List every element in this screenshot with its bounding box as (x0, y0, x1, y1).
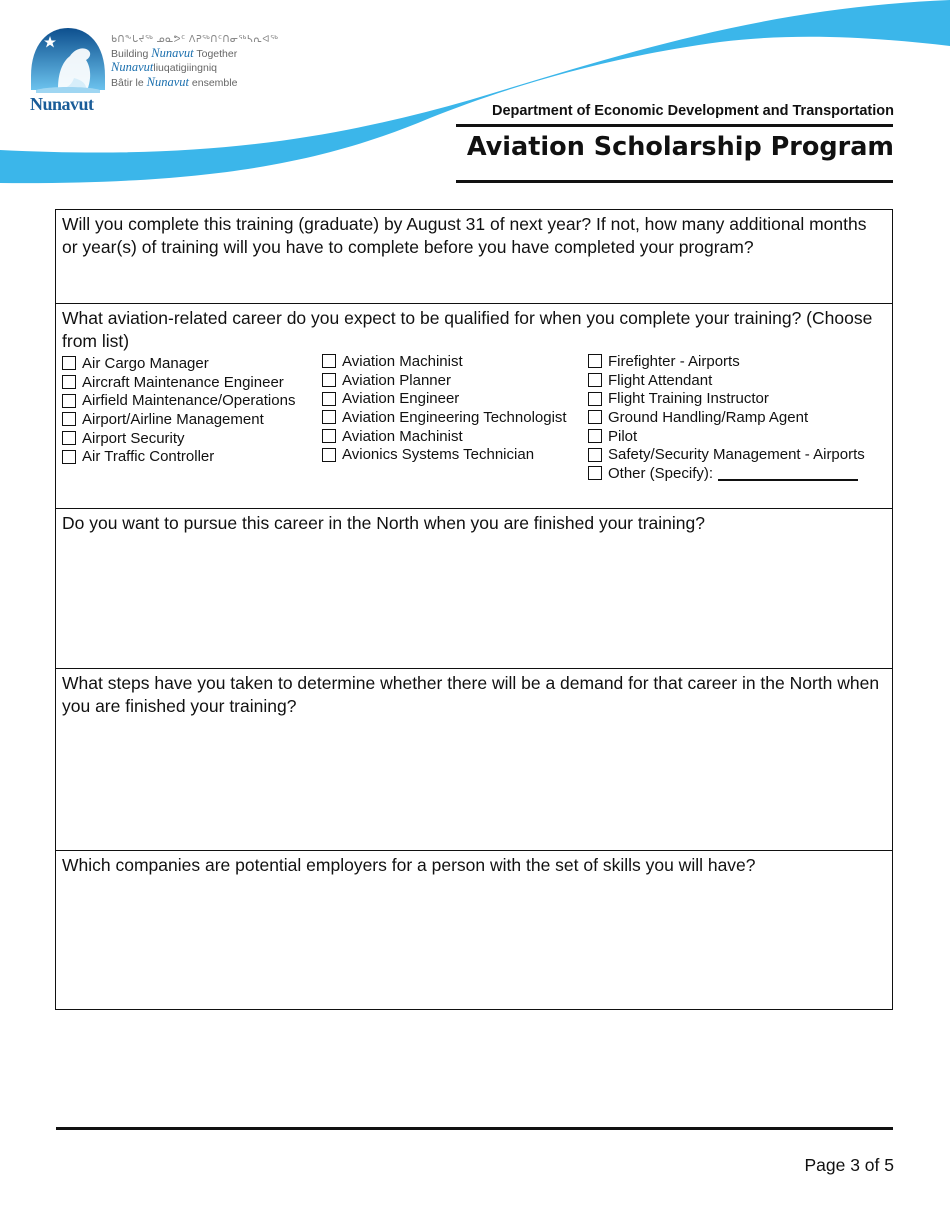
career-column-2 (322, 352, 567, 464)
career-option[interactable] (322, 408, 567, 427)
question-graduation: Will you complete this training (graduate) by August 31 of next year? If not, how many additional months or year(s) of training will you have to complete before you have completed your program? (62, 214, 867, 257)
career-option-label: Airport/Airline Management (82, 410, 264, 428)
nunavut-wordmark: Nunavut (30, 94, 94, 114)
career-column-3 (588, 352, 865, 483)
career-option-label: Flight Training Instructor (608, 390, 769, 408)
checkbox[interactable] (62, 394, 76, 408)
career-option[interactable] (588, 445, 865, 464)
career-option[interactable] (62, 447, 295, 466)
question-demand-steps: What steps have you taken to determine whether there will be a demand for that career in the North when you are finished your training? (62, 673, 880, 716)
career-option[interactable] (62, 354, 295, 373)
checkbox[interactable] (62, 431, 76, 445)
checkbox[interactable] (62, 450, 76, 464)
career-options (62, 352, 886, 487)
career-option[interactable] (322, 389, 567, 408)
checkbox[interactable] (322, 392, 336, 406)
career-option[interactable] (588, 389, 865, 408)
footer-rule (56, 1127, 893, 1130)
career-column-1 (62, 354, 295, 466)
page-number: Page 3 of 5 (804, 1155, 894, 1175)
checkbox[interactable] (588, 373, 602, 387)
application-form (55, 209, 893, 1010)
header-swoosh (0, 0, 950, 200)
department-name: Department of Economic Development and Transportation (491, 103, 894, 119)
career-option-label: Flight Attendant (608, 371, 713, 389)
career-option[interactable] (588, 427, 865, 446)
checkbox[interactable] (588, 354, 602, 368)
career-option-label: Aviation Machinist (342, 352, 463, 370)
title-rule (456, 180, 893, 183)
career-option-label: Air Traffic Controller (82, 448, 215, 466)
page-title: Aviation Scholarship Program (466, 132, 894, 162)
career-option-label: Safety/Security Management - Airports (608, 446, 865, 464)
checkbox[interactable] (322, 373, 336, 387)
checkbox[interactable] (588, 410, 602, 424)
career-option-other-label: Other (Specify): (608, 464, 714, 482)
checkbox[interactable] (62, 375, 76, 389)
section-north-career[interactable] (56, 508, 892, 668)
career-option[interactable] (322, 352, 567, 371)
career-option-label: Aircraft Maintenance Engineer (82, 373, 284, 391)
tagline-inuinnaqtun-suffix: liuqatigiingniq (153, 62, 217, 74)
tagline-english (111, 47, 278, 62)
checkbox[interactable] (588, 466, 602, 480)
career-option[interactable] (62, 410, 295, 429)
checkbox[interactable] (322, 429, 336, 443)
section-career (56, 303, 892, 508)
tagline-french-prefix: Bâtir le (111, 76, 147, 89)
career-option[interactable] (62, 373, 295, 392)
career-option[interactable] (62, 391, 295, 410)
career-option-label: Avionics Systems Technician (342, 446, 535, 464)
question-employers: Which companies are potential employers for a person with the set of skills you will have? (62, 855, 756, 875)
career-option[interactable] (322, 427, 567, 446)
other-specify-field[interactable] (718, 465, 858, 481)
checkbox[interactable] (588, 392, 602, 406)
section-employers[interactable] (56, 850, 892, 1009)
career-option[interactable] (62, 429, 295, 448)
career-option[interactable] (588, 352, 865, 371)
tagline-syllabics: ᑲᑎᖕᒐᔪᖅ ᓄᓇᕗᑦ ᐱᕈᖅᑎᑦᑎᓂᖅᓴᕆᐊᖅ (111, 34, 279, 45)
section-graduation[interactable] (56, 210, 892, 303)
checkbox[interactable] (62, 412, 76, 426)
tagline-french-suffix: ensemble (188, 76, 238, 89)
career-option-label: Firefighter - Airports (608, 352, 740, 370)
section-demand-steps[interactable] (56, 668, 892, 850)
career-option-label: Pilot (608, 427, 638, 445)
question-career: What aviation-related career do you expect to be qualified for when you complete your training? (Choose from list) (62, 308, 873, 351)
career-option-label: Ground Handling/Ramp Agent (608, 408, 809, 426)
logo-tagline (111, 33, 278, 90)
checkbox[interactable] (62, 356, 76, 370)
question-north-career: Do you want to pursue this career in the North when you are finished your training? (62, 513, 705, 533)
tagline-inuinnaqtun (111, 61, 278, 76)
checkbox[interactable] (588, 429, 602, 443)
career-option-other[interactable] (588, 464, 865, 483)
tagline-french (111, 76, 278, 91)
tagline-english-em: Nunavut (151, 45, 194, 60)
checkbox[interactable] (588, 448, 602, 462)
tagline-inuinnaqtun-em: Nunavut (111, 60, 154, 74)
career-option[interactable] (322, 445, 567, 464)
tagline-english-suffix: Together (193, 47, 238, 60)
header-rule (456, 124, 893, 127)
checkbox[interactable] (322, 354, 336, 368)
career-option-label: Aviation Machinist (342, 427, 463, 445)
career-option-label: Aviation Engineering Technologist (342, 408, 567, 426)
career-option-label: Airport Security (82, 429, 185, 447)
tagline-french-em: Nunavut (146, 74, 189, 89)
career-option[interactable] (588, 371, 865, 390)
career-option[interactable] (588, 408, 865, 427)
career-option[interactable] (322, 371, 567, 390)
checkbox[interactable] (322, 410, 336, 424)
career-option-label: Airfield Maintenance/Operations (82, 392, 296, 410)
career-option-label: Aviation Engineer (342, 390, 460, 408)
checkbox[interactable] (322, 448, 336, 462)
tagline-english-prefix: Building (111, 47, 152, 60)
career-option-label: Aviation Planner (342, 371, 451, 389)
career-option-label: Air Cargo Manager (82, 354, 209, 372)
